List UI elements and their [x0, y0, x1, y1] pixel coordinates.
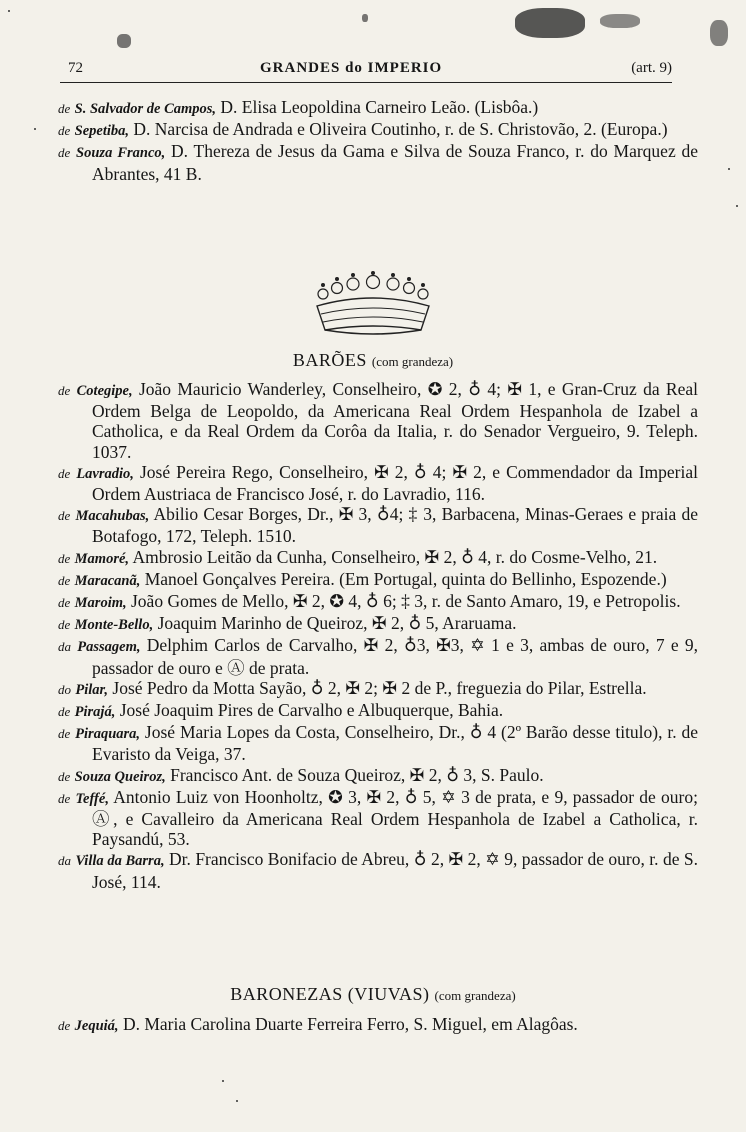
entry-text: D. Maria Carolina Duarte Ferreira Ferro, S. Miguel, em Alagôas. — [118, 1014, 578, 1034]
section-heading-baronezas — [0, 984, 746, 1005]
ink-smudge — [362, 14, 368, 22]
entry-prefix: de — [58, 768, 71, 784]
speck — [34, 128, 36, 130]
entry-text: Dr. Francisco Bonifacio de Abreu, ♁ 2, ✠ 2, ✡ 9, passador de ouro, r. de S. José, 114. — [92, 849, 699, 892]
entry-prefix: de — [58, 550, 71, 566]
entry-prefix: de — [58, 101, 71, 116]
list-item — [58, 547, 698, 569]
entry-title: Macahubas, — [75, 508, 150, 525]
entry-text: Joaquim Marinho de Queiroz, ✠ 2, ♁ 5, Araruama. — [153, 613, 517, 634]
list-item — [58, 1014, 698, 1036]
entry-prefix: de — [58, 508, 71, 524]
list-item — [58, 765, 698, 787]
list-item — [58, 613, 698, 635]
ink-smudge — [710, 20, 728, 46]
entry-title: Pilar, — [75, 681, 109, 698]
running-title: GRANDES do IMPERIO — [260, 60, 443, 76]
entry-title: Villa da Barra, — [75, 853, 165, 870]
entry-title: Maracanã, — [74, 572, 141, 589]
list-item — [58, 569, 698, 591]
entry-text: Manoel Gonçalves Pereira. (Em Portugal, quinta do Bellinho, Espozende.) — [140, 568, 667, 589]
entry-text: D. Elisa Leopoldina Carneiro Leão. (Lisbôa.) — [216, 97, 539, 117]
entry-title: Teffé, — [75, 790, 109, 807]
entry-text: Abilio Cesar Borges, Dr., ✠ 3, ♁4; ‡ 3, Barbacena, Minas-Geraes e praia de Botafogo, 172, Teleph. 1510. — [92, 504, 698, 547]
entry-text: Antonio Luiz von Hoonholtz, ✪ 3, ✠ 2, ♁ 5, ✡ 3 de prata, e 9, passador de ouro; Ⓐ, e Cavalleiro da Americana Real Ordem Hespanhola de Izabel a Catholica, r. Paysandú, 53. — [92, 786, 698, 850]
ink-smudge — [117, 34, 131, 48]
entry-title: Sepetiba, — [74, 123, 130, 140]
top-entries — [58, 97, 698, 184]
section-note: (com grandeza) — [434, 988, 516, 1003]
list-item — [58, 700, 698, 722]
list-item — [58, 462, 698, 504]
baroes-list — [58, 379, 698, 892]
entry-prefix: de — [58, 145, 71, 161]
page-number: 72 — [68, 60, 83, 76]
entry-prefix: de — [58, 617, 71, 633]
speck — [736, 205, 738, 207]
list-item — [58, 787, 698, 850]
speck — [236, 1100, 238, 1102]
section-note: (com grandeza) — [371, 354, 454, 369]
entry-text: José Pedro da Motta Sayão, ♁ 2, ✠ 2; ✠ 2 de P., freguezia do Pilar, Estrella. — [108, 677, 647, 698]
entry-title: Piraquara, — [75, 726, 141, 743]
entry-prefix: de — [58, 465, 71, 481]
entry-title: Monte-Bello, — [74, 617, 154, 634]
list-item — [58, 849, 698, 891]
baronezas-list — [58, 1014, 698, 1036]
list-item — [58, 591, 698, 613]
entry-prefix: de — [58, 123, 71, 139]
speck — [222, 1080, 224, 1082]
entry-text: José Maria Lopes da Costa, Conselheiro, Dr., ♁ 4 (2º Barão desse titulo), r. de Evaristo da Veiga, 37. — [92, 722, 699, 765]
entry-prefix: do — [58, 681, 71, 697]
list-item — [58, 635, 698, 677]
section-title: BARÕES — [292, 350, 367, 370]
entry-prefix: da — [58, 639, 71, 655]
entry-prefix: de — [58, 1018, 71, 1033]
section-reference: (art. 9) — [631, 60, 672, 76]
entry-text: José Joaquim Pires de Carvalho e Albuquerque, Bahia. — [115, 700, 504, 721]
section-heading-baroes — [0, 350, 746, 371]
list-item — [58, 141, 698, 183]
ink-smudge — [515, 8, 585, 38]
entry-title: Jequiá, — [74, 1018, 119, 1034]
entry-title: Souza Franco, — [76, 145, 166, 162]
list-item — [58, 722, 698, 764]
ink-smudge — [600, 14, 640, 28]
entry-prefix: de — [58, 790, 71, 806]
entry-prefix: de — [58, 572, 71, 588]
list-item — [58, 97, 698, 119]
list-item — [58, 119, 698, 141]
entry-title: Mamoré, — [74, 550, 130, 567]
speck — [728, 168, 730, 170]
entry-title: Souza Queiroz, — [74, 768, 166, 785]
list-item — [58, 504, 698, 546]
entry-prefix: de — [58, 704, 71, 720]
entry-prefix: de — [58, 726, 71, 742]
entry-text: João Gomes de Mello, ✠ 2, ✪ 4, ♁ 6; ‡ 3, r. de Santo Amaro, 19, e Petropolis. — [126, 591, 681, 612]
entry-text: José Pereira Rego, Conselheiro, ✠ 2, ♁ 4; ✠ 2, e Commendador da Imperial Ordem Austriaca de Francisco José, r. do Lavradio, 116. — [92, 461, 698, 505]
entry-text: D. Thereza de Jesus da Gama e Silva de Souza Franco, r. do Marquez de Abrantes, 41 B. — [92, 141, 698, 184]
coronet-ornament — [303, 270, 443, 342]
entry-text: D. Narcisa de Andrada e Oliveira Coutinho, r. de S. Christovão, 2. (Europa.) — [129, 119, 668, 140]
speck — [8, 10, 10, 12]
list-item — [58, 678, 698, 700]
entry-prefix: de — [58, 383, 71, 398]
entry-text: João Mauricio Wanderley, Conselheiro, ✪ 2, ♁ 4; ✠ 1, e Gran-Cruz da Real Ordem Belga de Leopoldo, da Americana Real Ordem Hespanhola de Izabel a Catholica, e da Real Ordem da Corôa da Italia, r. do Senador Vergueiro, 9. Teleph. 1037. — [92, 379, 698, 462]
entry-prefix: da — [58, 853, 71, 869]
entry-text: Delphim Carlos de Carvalho, ✠ 2, ♁3, ✠3, ✡ 1 e 3, ambas de ouro, 7 e 9, passador de ouro e Ⓐ de prata. — [92, 635, 698, 678]
section-title: BARONEZAS (VIUVAS) — [230, 984, 430, 1004]
list-item — [58, 379, 698, 462]
entry-text: Francisco Ant. de Souza Queiroz, ✠ 2, ♁ 3, S. Paulo. — [165, 764, 544, 785]
entry-title: Cotegipe, — [76, 383, 133, 399]
entry-prefix: de — [58, 595, 71, 611]
entry-title: Lavradio, — [76, 465, 134, 482]
entry-text: Ambrosio Leitão da Cunha, Conselheiro, ✠ 2, ♁ 4, r. do Cosme-Velho, 21. — [129, 546, 658, 567]
entry-title: S. Salvador de Campos, — [74, 101, 217, 117]
entry-title: Pirajá, — [74, 704, 116, 721]
entry-title: Passagem, — [77, 639, 141, 656]
entry-title: Maroim, — [74, 595, 127, 612]
page-header — [60, 56, 672, 83]
